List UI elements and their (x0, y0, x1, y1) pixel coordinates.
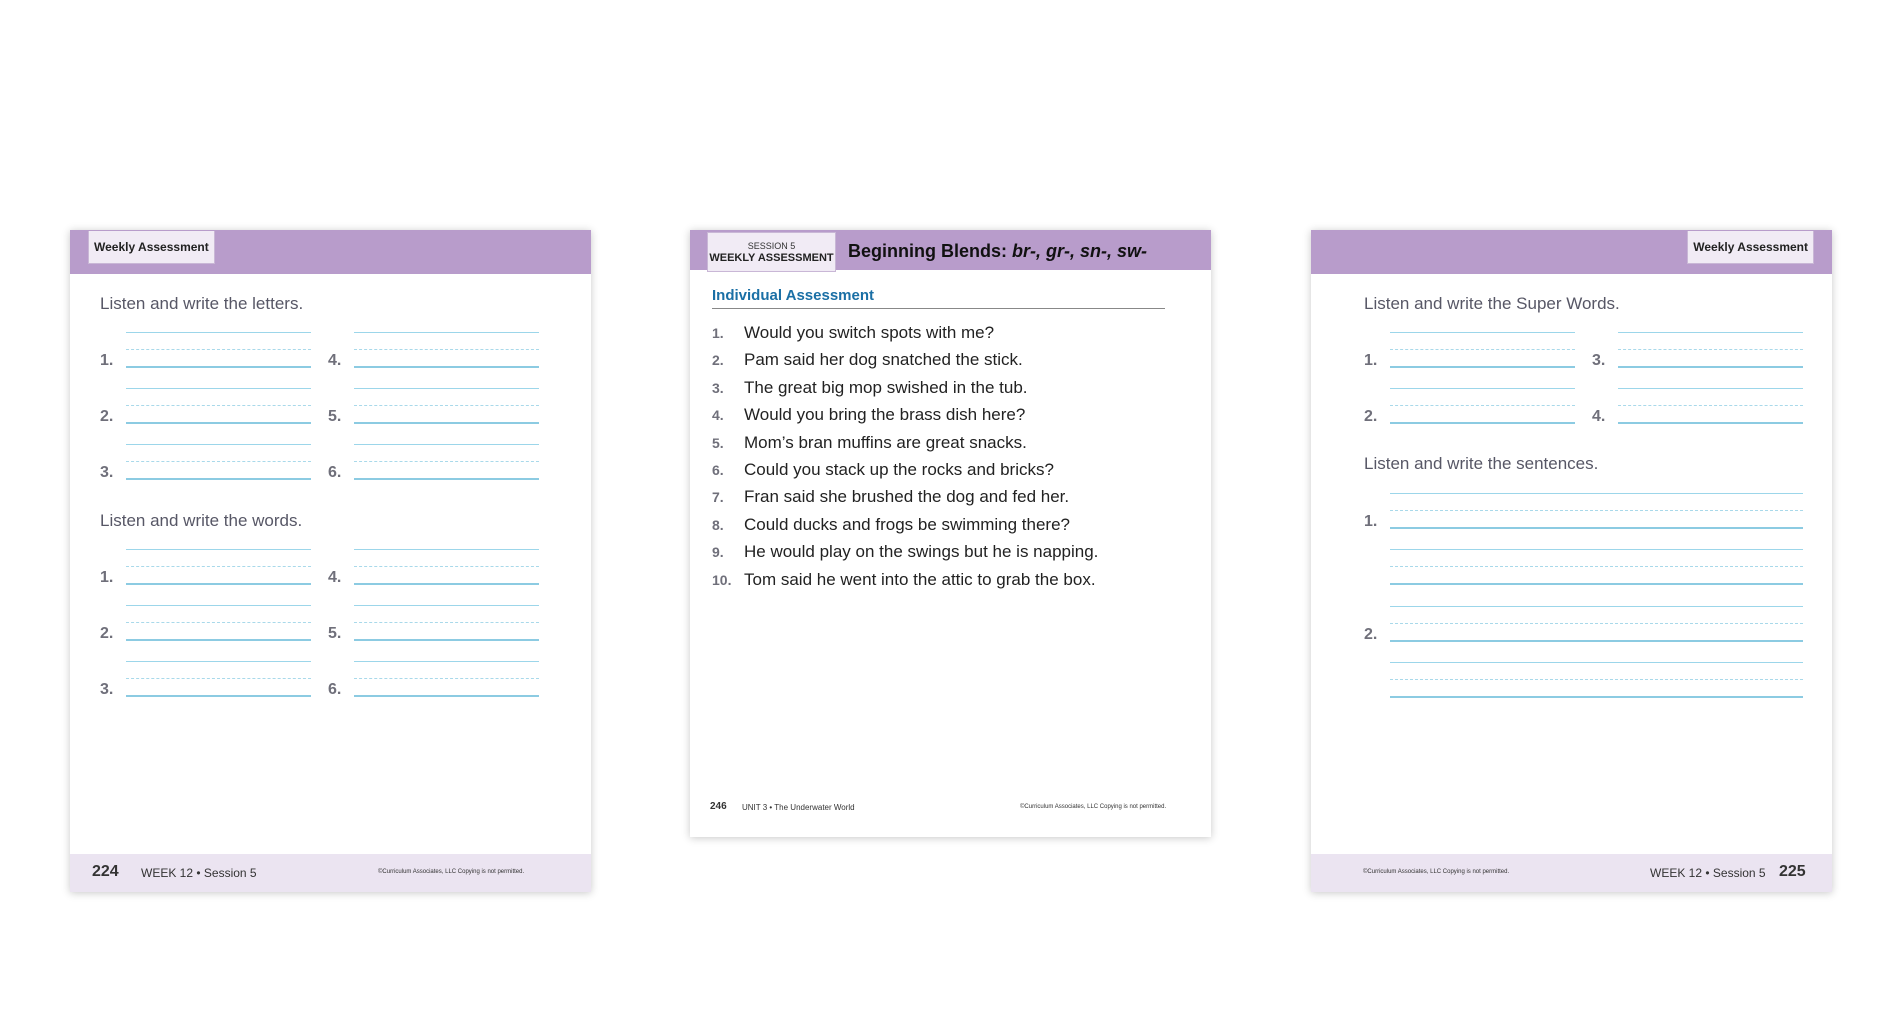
left-page (70, 230, 591, 892)
item-number: 6. (328, 464, 342, 481)
writing-line[interactable] (1390, 332, 1575, 391)
copyright: ©Curriculum Associates, LLC Copying is not permitted. (378, 869, 525, 875)
item-number: 1. (1364, 513, 1378, 530)
writing-line[interactable] (126, 661, 311, 720)
copyright: ©Curriculum Associates, LLC Copying is not permitted. (1020, 804, 1167, 810)
item-number: 5. (328, 408, 342, 425)
writing-line[interactable] (126, 388, 311, 447)
item-number: 6. (712, 461, 724, 478)
item-number: 3. (100, 464, 114, 481)
item-number: 1. (100, 352, 114, 369)
writing-line[interactable] (1390, 493, 1803, 552)
list-item (712, 542, 1098, 569)
list-item (712, 323, 1098, 350)
sentence-text: Would you switch spots with me? (744, 323, 995, 342)
item-number: 2. (1364, 408, 1378, 425)
writing-line[interactable] (354, 444, 539, 503)
writing-line[interactable] (1390, 388, 1575, 447)
heading-rule (712, 308, 1165, 309)
sentence-text: He would play on the swings but he is napping. (744, 542, 1099, 562)
writing-line[interactable] (126, 605, 311, 664)
title-blends: br-, gr-, sn-, sw- (1012, 241, 1147, 261)
item-number: 4. (328, 569, 342, 586)
sentence-text: Would you bring the brass dish here? (744, 405, 1026, 425)
sentence-text: Tom said he went into the attic to grab the box. (744, 569, 1096, 589)
page-number: 246 (710, 801, 727, 812)
item-number: 10. (712, 571, 732, 588)
sentence-text: Mom’s bran muffins are great snacks. (744, 432, 1027, 452)
weekly-assessment-tab: Weekly Assessment (88, 231, 215, 264)
item-number: 3. (100, 681, 114, 698)
item-number: 1. (712, 325, 724, 341)
list-item (712, 405, 1098, 432)
sentence-list (712, 323, 1098, 597)
item-number: 2. (100, 408, 114, 425)
item-number: 2. (100, 625, 114, 642)
list-item (712, 350, 1098, 377)
footer-band (1311, 854, 1832, 892)
writing-line[interactable] (354, 332, 539, 391)
writing-line[interactable] (354, 549, 539, 608)
sentence-text: The great big mop swished in the tub. (744, 377, 1028, 397)
copyright: ©Curriculum Associates, LLC Copying is not permitted. (1363, 869, 1510, 875)
sentence-text: Fran said she brushed the dog and fed her. (744, 487, 1070, 507)
weekly-assessment-label: WEEKLY ASSESSMENT (709, 252, 834, 264)
page-number: 224 (92, 863, 119, 880)
writing-line[interactable] (1390, 662, 1803, 721)
writing-line[interactable] (1390, 606, 1803, 665)
unit-label: UNIT 3 • The Underwater World (742, 803, 855, 812)
item-number: 4. (1592, 408, 1606, 425)
list-item (712, 515, 1098, 542)
item-number: 5. (328, 625, 342, 642)
footer-band (70, 854, 591, 892)
item-number: 2. (712, 352, 724, 369)
writing-line[interactable] (126, 444, 311, 503)
item-number: 1. (1364, 352, 1378, 369)
week-session: WEEK 12 • Session 5 (141, 866, 257, 880)
item-number: 3. (712, 379, 724, 396)
item-number: 8. (712, 516, 724, 533)
right-page (1311, 230, 1832, 892)
page-number: 225 (1779, 863, 1806, 880)
instruction-sentences: Listen and write the sentences. (1364, 454, 1599, 473)
page-title (848, 241, 1147, 262)
item-number: 7. (712, 489, 724, 506)
writing-line[interactable] (1618, 388, 1803, 447)
writing-line[interactable] (354, 605, 539, 664)
list-item (712, 570, 1098, 597)
section-heading: Individual Assessment (712, 287, 874, 304)
week-session: WEEK 12 • Session 5 (1650, 866, 1766, 880)
sentence-text: Pam said her dog snatched the stick. (744, 350, 1023, 370)
item-number: 3. (1592, 352, 1606, 369)
writing-line[interactable] (354, 661, 539, 720)
title-text: Beginning Blends: (848, 241, 1012, 261)
item-number: 5. (712, 434, 724, 451)
middle-page (690, 230, 1211, 837)
list-item (712, 460, 1098, 487)
item-number: 4. (328, 352, 342, 369)
writing-line[interactable] (1618, 332, 1803, 391)
writing-line[interactable] (126, 332, 311, 391)
item-number: 9. (712, 544, 724, 561)
list-item (712, 378, 1098, 405)
item-number: 2. (1364, 626, 1378, 643)
writing-line[interactable] (1390, 549, 1803, 608)
instruction-letters: Listen and write the letters. (100, 294, 304, 313)
session-label: SESSION 5 (747, 241, 796, 251)
item-number: 1. (100, 569, 114, 586)
list-item (712, 487, 1098, 514)
session-tab (707, 232, 836, 272)
list-item (712, 433, 1098, 460)
sentence-text: Could you stack up the rocks and bricks? (744, 459, 1054, 479)
item-number: 4. (712, 407, 724, 424)
instruction-words: Listen and write the words. (100, 511, 303, 530)
weekly-assessment-tab: Weekly Assessment (1687, 231, 1814, 264)
writing-line[interactable] (354, 388, 539, 447)
item-number: 6. (328, 681, 342, 698)
sentence-text: Could ducks and frogs be swimming there? (744, 514, 1070, 534)
writing-line[interactable] (126, 549, 311, 608)
instruction-super-words: Listen and write the Super Words. (1364, 294, 1620, 313)
